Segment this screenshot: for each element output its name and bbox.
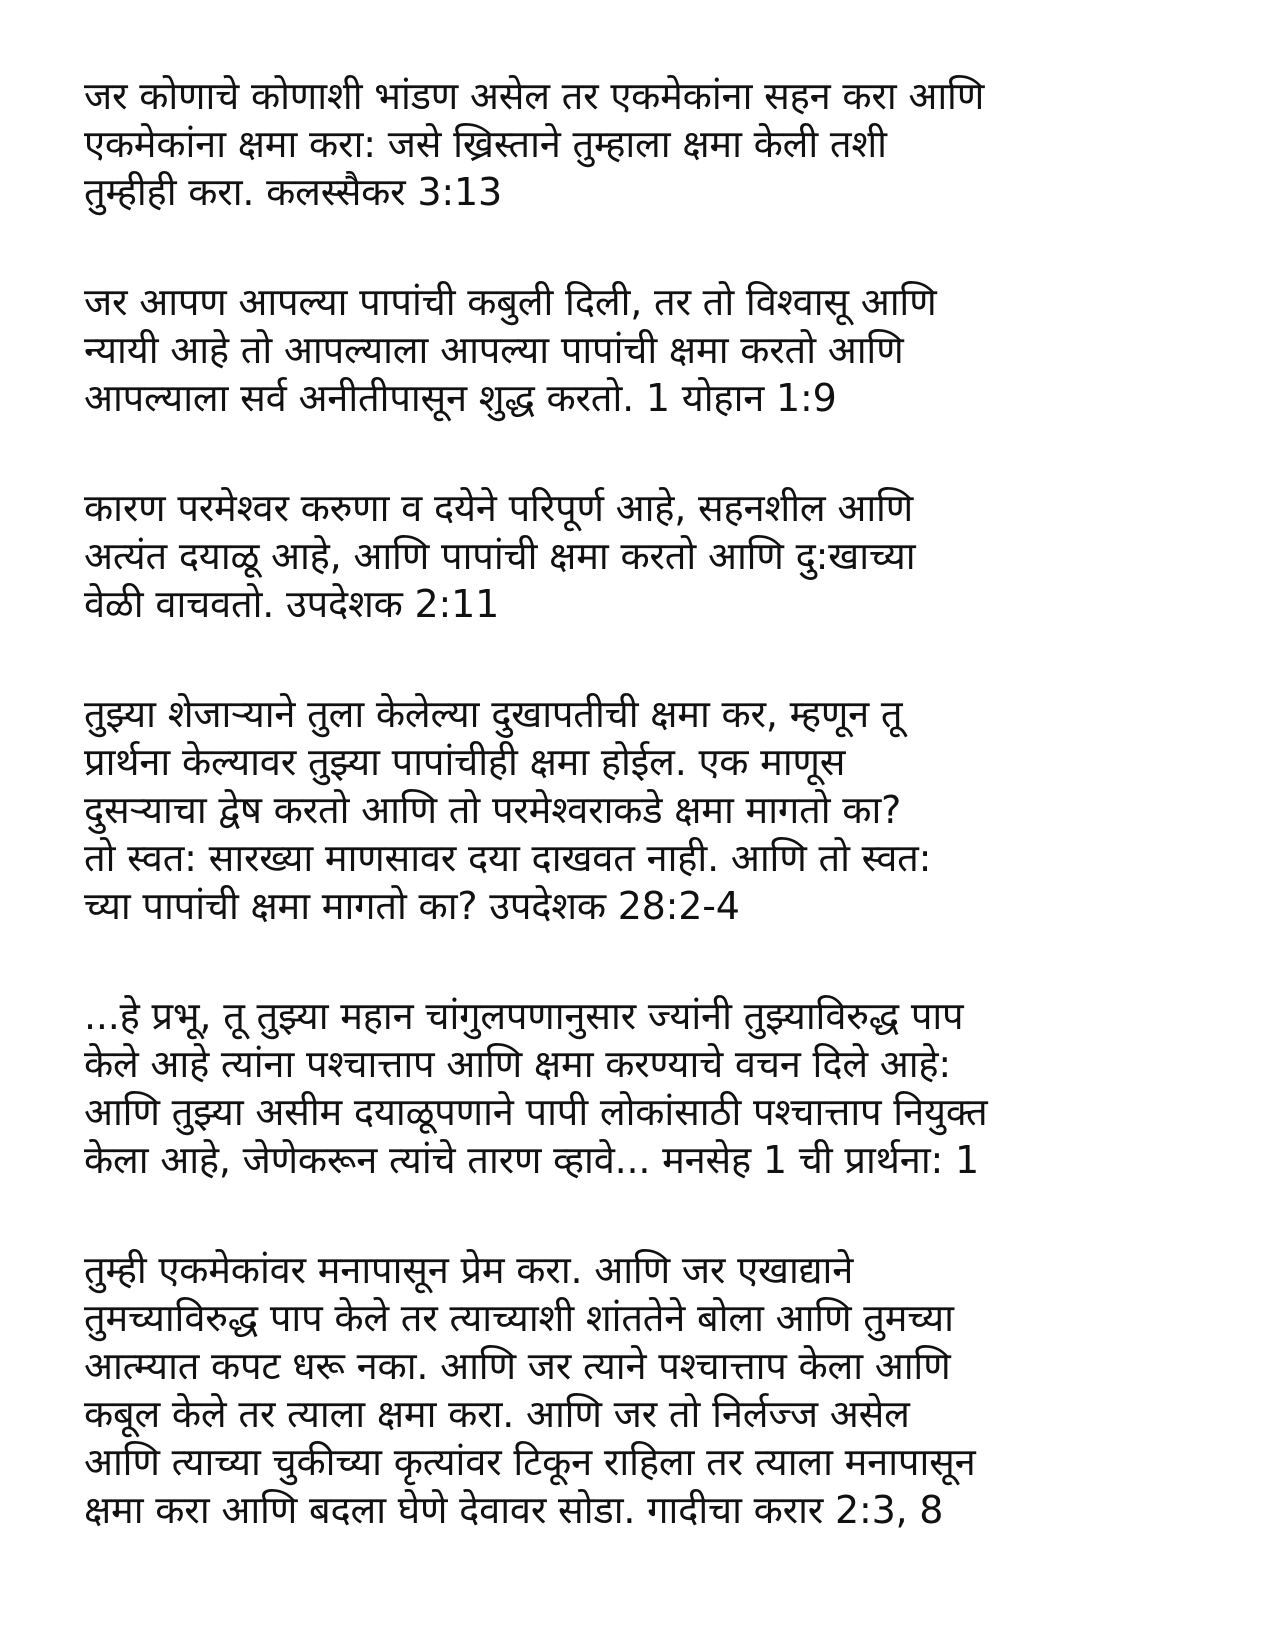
text-line: अत्यंत दयाळू आहे, आणि पापांची क्षमा करतो आणि दु:खाच्या [84,534,916,578]
verse-paragraph-3 [84,484,1204,628]
text-line: क्षमा करा आणि बदला घेणे देवावर सोडा. गादीचा करार 2:3, 8 [84,1488,944,1532]
text-line: वेळी वाचवतो. उपदेशक 2:11 [84,582,500,626]
verse-paragraph-2 [84,278,1204,422]
text-line: तुम्ही एकमेकांवर मनापासून प्रेम करा. आणि जर एखाद्याने [84,1248,854,1292]
text-line: जर कोणाचे कोणाशी भांडण असेल तर एकमेकांना सहन करा आणि [84,74,985,118]
text-line: तुम्हीही करा. कलस्सैकर 3:13 [84,170,502,214]
text-line: एकमेकांना क्षमा करा: जसे ख्रिस्ताने तुम्हाला क्षमा केली तशी [84,122,887,166]
verse-paragraph-6 [84,1246,1204,1534]
text-line: कबूल केले तर त्याला क्षमा करा. आणि जर तो निर्लज्ज असेल [84,1392,910,1436]
text-line: न्यायी आहे तो आपल्याला आपल्या पापांची क्षमा करतो आणि [84,328,904,372]
text-line: केले आहे त्यांना पश्चात्ताप आणि क्षमा करण्याचे वचन दिले आहे: [84,1042,952,1086]
verse-paragraph-1 [84,72,1204,216]
text-line: तो स्वत: सारख्या माणसावर दया दाखवत नाही. आणि तो स्वत: [84,836,932,880]
text-line: आणि त्याच्या चुकीच्या कृत्यांवर टिकून राहिला तर त्याला मनापासून [84,1440,976,1484]
text-line: तुझ्या शेजाऱ्याने तुला केलेल्या दुखापतीची क्षमा कर, म्हणून तू [84,692,903,736]
text-line: आणि तुझ्या असीम दयाळूपणाने पापी लोकांसाठी पश्चात्ताप नियुक्त [84,1090,988,1134]
text-line: च्या पापांची क्षमा मागतो का? उपदेशक 28:2-4 [84,884,740,928]
text-line: प्रार्थना केल्यावर तुझ्या पापांचीही क्षमा होईल. एक माणूस [84,740,846,784]
text-line: ...हे प्रभू, तू तुझ्या महान चांगुलपणानुसार ज्यांनी तुझ्याविरुद्ध पाप [84,994,964,1038]
verse-paragraph-4 [84,690,1204,930]
text-line: कारण परमेश्वर करुणा व दयेने परिपूर्ण आहे, सहनशील आणि [84,486,914,530]
text-line: आपल्याला सर्व अनीतीपासून शुद्ध करतो. 1 योहान 1:9 [84,376,837,420]
text-line: तुमच्याविरुद्ध पाप केले तर त्याच्याशी शांततेने बोला आणि तुमच्या [84,1296,954,1340]
document-page [84,72,1204,1596]
text-line: दुसऱ्याचा द्वेष करतो आणि तो परमेश्वराकडे क्षमा मागतो का? [84,788,902,832]
text-line: जर आपण आपल्या पापांची कबुली दिली, तर तो विश्वासू आणि [84,280,937,324]
text-line: केला आहे, जेणेकरून त्यांचे तारण व्हावे... मनसेह 1 ची प्रार्थना: 1 [84,1138,979,1182]
verse-paragraph-5 [84,992,1204,1184]
text-line: आत्म्यात कपट धरू नका. आणि जर त्याने पश्चात्ताप केला आणि [84,1344,951,1388]
